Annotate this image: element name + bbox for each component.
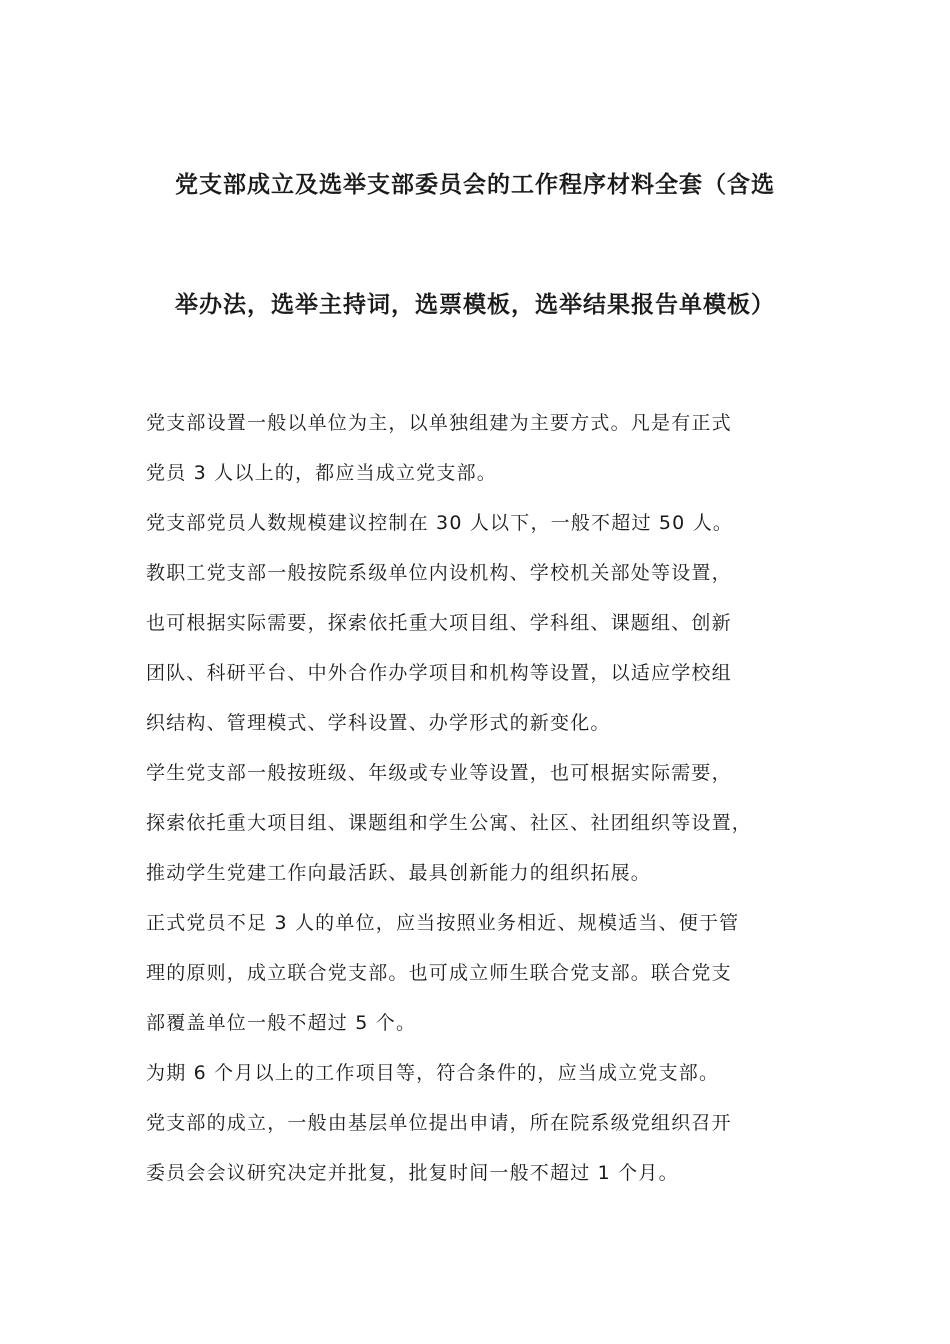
paragraph-line: 团队、科研平台、中外合作办学项目和机构等设置，以适应学校组 — [146, 662, 732, 684]
paragraph-line: 教职工党支部一般按院系级单位内设机构、学校机关部处等设置， — [146, 562, 732, 584]
paragraph-line: 党支部设置一般以单位为主，以单独组建为主要方式。凡是有正式 — [146, 412, 732, 434]
paragraph-line: 党支部党员人数规模建议控制在 30 人以下，一般不超过 50 人。 — [146, 512, 734, 534]
paragraph-1 — [146, 398, 836, 498]
document-title-line-2: 举办法，选举主持词，选票模板，选举结果报告单模板） — [175, 292, 775, 318]
paragraph-6 — [146, 1048, 836, 1098]
paragraph-2 — [146, 498, 836, 548]
paragraph-line: 为期 6 个月以上的工作项目等，符合条件的，应当成立党支部。 — [146, 1062, 720, 1084]
paragraph-line: 正式党员不足 3 人的单位，应当按照业务相近、规模适当、便于管 — [146, 912, 740, 934]
paragraph-line: 学生党支部一般按班级、年级或专业等设置，也可根据实际需要， — [146, 762, 732, 784]
paragraph-line: 党支部的成立，一般由基层单位提出申请，所在院系级党组织召开 — [146, 1112, 732, 1134]
paragraph-3 — [146, 548, 836, 748]
paragraph-line: 推动学生党建工作向最活跃、最具创新能力的组织拓展。 — [146, 862, 652, 884]
document-body — [146, 398, 836, 1198]
paragraph-line: 也可根据实际需要，探索依托重大项目组、学科组、课题组、创新 — [146, 612, 732, 634]
document-title-line-1: 党支部成立及选举支部委员会的工作程序材料全套（含选 — [175, 172, 775, 198]
paragraph-line: 理的原则，成立联合党支部。也可成立师生联合党支部。联合党支 — [146, 962, 732, 984]
paragraph-line: 探索依托重大项目组、课题组和学生公寓、社区、社团组织等设置， — [146, 812, 753, 834]
paragraph-line: 织结构、管理模式、学科设置、办学形式的新变化。 — [146, 712, 611, 734]
paragraph-line: 党员 3 人以上的，都应当成立党支部。 — [146, 462, 497, 484]
paragraph-7 — [146, 1098, 836, 1198]
paragraph-5 — [146, 898, 836, 1048]
paragraph-line: 部覆盖单位一般不超过 5 个。 — [146, 1012, 417, 1034]
paragraph-line: 委员会会议研究决定并批复，批复时间一般不超过 1 个月。 — [146, 1162, 679, 1184]
paragraph-4 — [146, 748, 836, 898]
